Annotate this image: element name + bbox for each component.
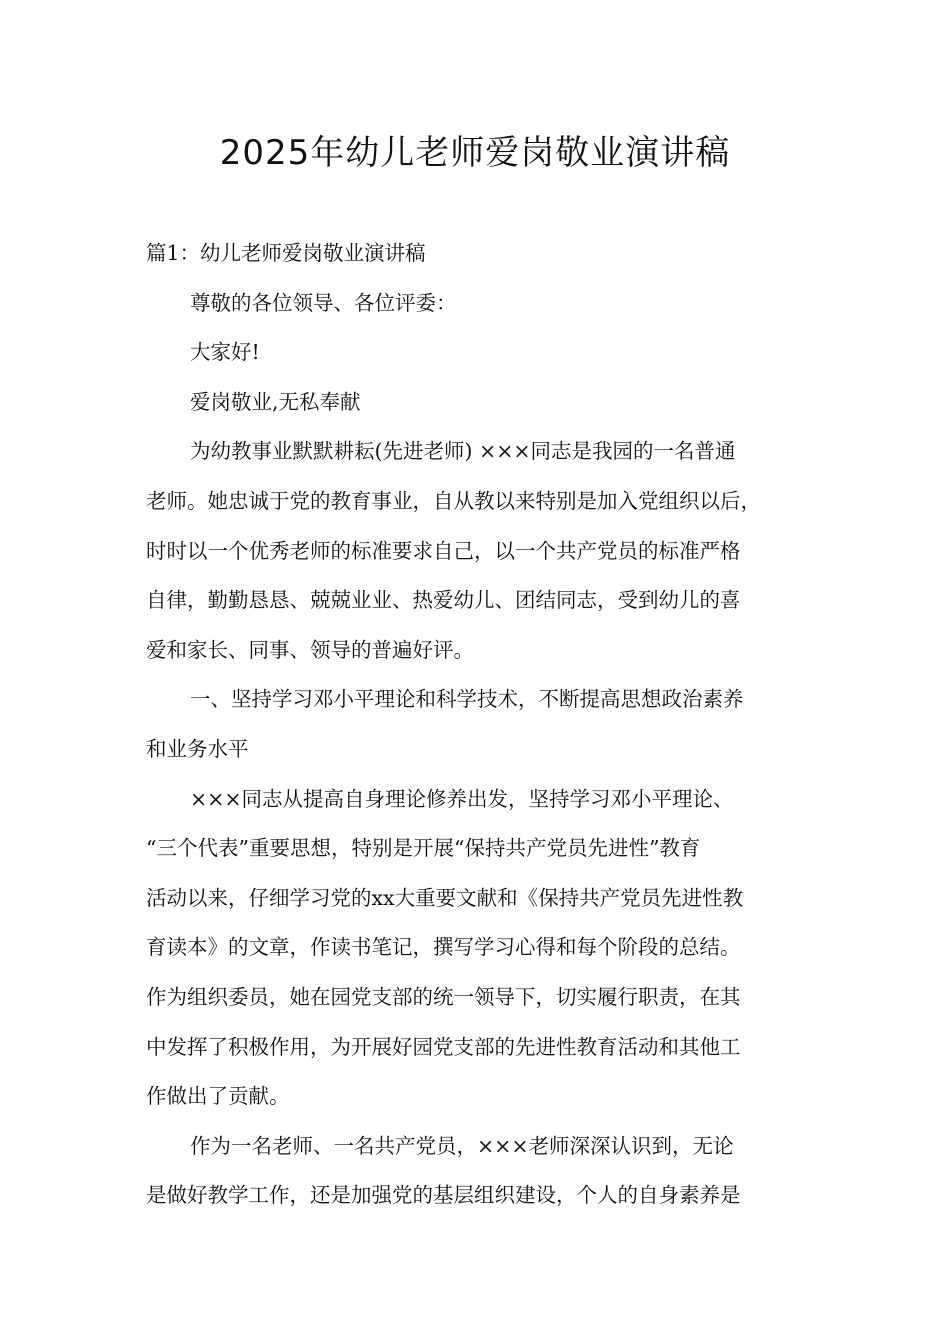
paragraph-line: 作做出了贡献。 bbox=[146, 1084, 290, 1109]
paragraph-line: 为幼教事业默默耕耘(先进老师) ×××同志是我园的一名普通 bbox=[190, 439, 736, 464]
paragraph-line: 育读本》的文章，作读书笔记，撰写学习心得和每个阶段的总结。 bbox=[146, 935, 741, 960]
speech-subtitle: 爱岗敬业,无私奉献 bbox=[190, 389, 361, 414]
section-heading: 篇1：幼儿老师爱岗敬业演讲稿 bbox=[146, 241, 426, 265]
paragraph-line: 自律，勤勤恳恳、兢兢业业、热爱幼儿、团结同志，受到幼儿的喜 bbox=[146, 588, 741, 613]
paragraph-line: 作为组织委员，她在园党支部的统一领导下，切实履行职责，在其 bbox=[146, 984, 741, 1009]
document-title: 2025年幼儿老师爱岗敬业演讲稿 bbox=[219, 133, 731, 173]
document-body bbox=[146, 229, 822, 1221]
paragraph-line: 活动以来，仔细学习党的xx大重要文献和《保持共产党员先进性教 bbox=[146, 885, 744, 910]
paragraph-line: ×××同志从提高自身理论修养出发，坚持学习邓小平理论、 bbox=[190, 786, 734, 811]
salutation: 尊敬的各位领导、各位评委： bbox=[190, 290, 457, 315]
paragraph-line: 作为一名老师、一名共产党员，×××老师深深认识到，无论 bbox=[190, 1133, 734, 1158]
paragraph-line: 老师。她忠诚于党的教育事业，自从教以来特别是加入党组织以后， bbox=[146, 488, 761, 513]
paragraph-line: 一、坚持学习邓小平理论和科学技术，不断提高思想政治素养 bbox=[190, 687, 744, 712]
paragraph-line: 时时以一个优秀老师的标准要求自己，以一个共产党员的标准严格 bbox=[146, 538, 741, 563]
paragraph-line: 是做好教学工作，还是加强党的基层组织建设，个人的自身素养是 bbox=[146, 1183, 741, 1208]
paragraph-line: 中发挥了积极作用，为开展好园党支部的先进性教育活动和其他工 bbox=[146, 1034, 741, 1059]
paragraph-line: 和业务水平 bbox=[146, 736, 249, 761]
paragraph-line: “三个代表”重要思想，特别是开展“保持共产党员先进性”教育 bbox=[146, 836, 701, 861]
greeting: 大家好! bbox=[190, 340, 260, 365]
paragraph-line: 爱和家长、同事、领导的普遍好评。 bbox=[146, 637, 474, 662]
